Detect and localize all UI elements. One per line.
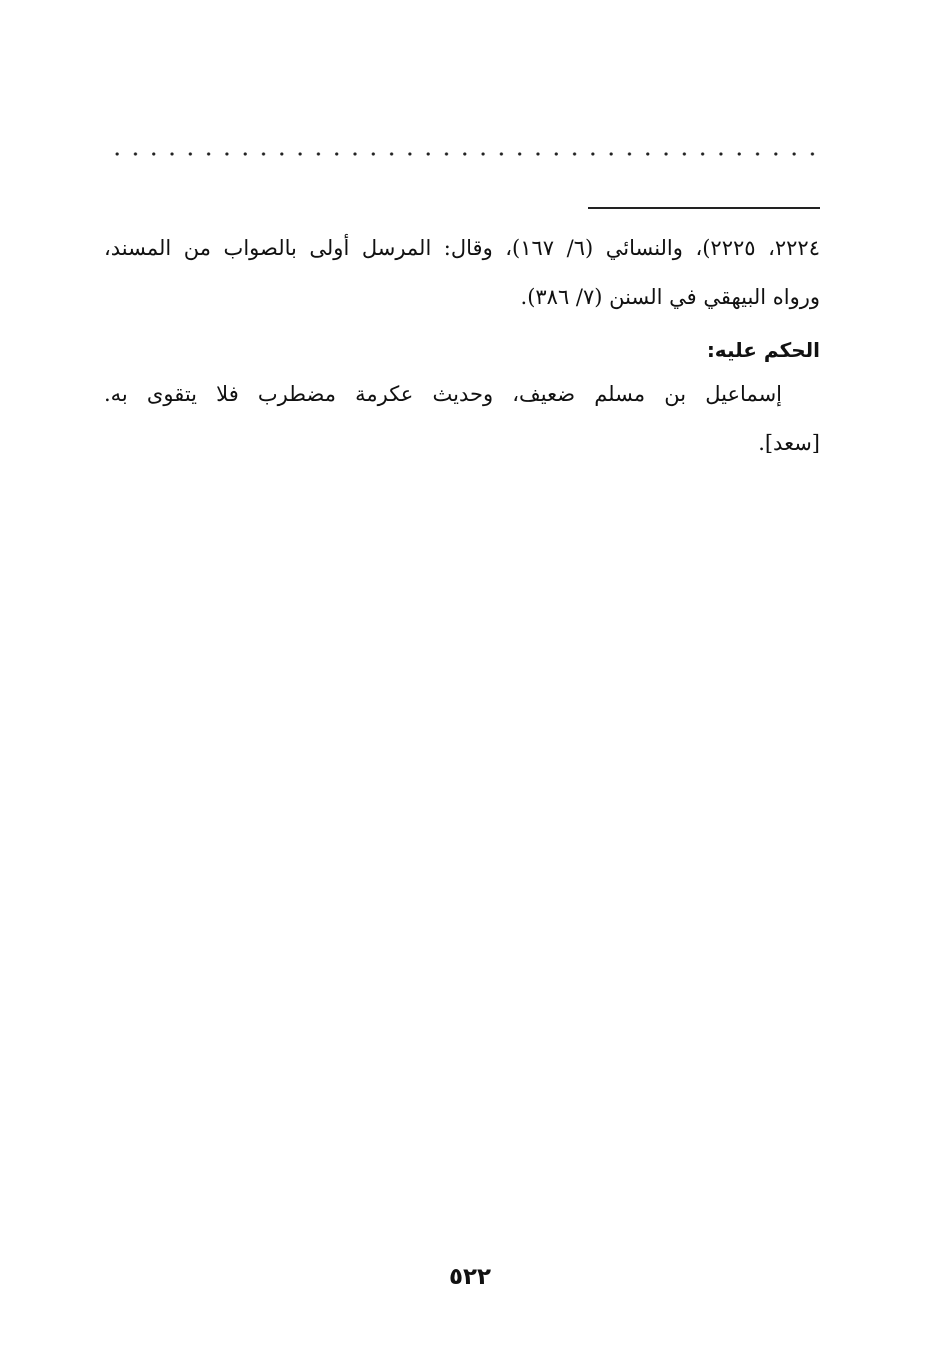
- ruling-line-2: [سعد].: [758, 431, 820, 455]
- dotted-separator: [108, 150, 820, 158]
- footnote-rule: [588, 207, 820, 209]
- footnote-line-1: ٢٢٢٤، ٢٢٢٥)، والنسائي (٦/ ١٦٧)، وقال: المرسل أولى بالصواب من المسند،: [104, 236, 820, 260]
- page-number: ٥٢٢: [448, 1264, 492, 1290]
- ruling-block: [104, 370, 820, 468]
- ruling-heading: الحكم عليه:: [706, 338, 820, 362]
- ruling-line-1: إسماعيل بن مسلم ضعيف، وحديث عكرمة مضطرب فلا يتقوى به.: [104, 382, 782, 406]
- footnote-block: [104, 224, 820, 322]
- footnote-line-2: ورواه البيهقي في السنن (٧/ ٣٨٦).: [520, 285, 820, 309]
